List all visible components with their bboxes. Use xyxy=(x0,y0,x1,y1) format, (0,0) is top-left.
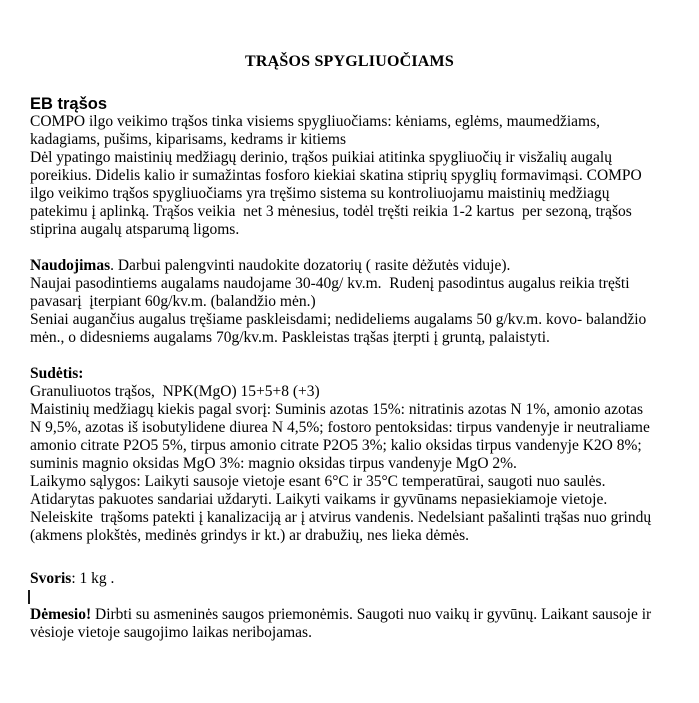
attention-section-heading: Dėmesio! xyxy=(30,606,92,623)
usage-line: pavasarį įterpiant 60g/kv.m. (balandžio mėn.) xyxy=(30,293,316,310)
weight-label: Svoris xyxy=(30,570,72,587)
empty-line-with-cursor xyxy=(0,588,699,606)
composition-line: suminis magnio oksidas MgO 3%: magnio oksidas tirpus vandenyje MgO 2%. xyxy=(30,455,517,472)
usage-lead-line xyxy=(0,257,699,275)
composition-line: Maistinių medžiagų kiekis pagal svorį: Suminis azotas 15%: nitratinis azotas N 1%, amonio azotas xyxy=(30,401,643,418)
usage-line: mėn., o didesniems augalams 70g/kv.m. Paskleistas trąšas įterpti į gruntą, palaistyti. xyxy=(30,329,550,346)
blank-line xyxy=(0,239,699,257)
intro-line: Dėl ypatingo maistinių medžiagų derinio, trąšos puikiai atitinka spygliuočių ir visžalių augalų xyxy=(30,149,612,166)
composition-line: amonio citrate P2O5 5%, tirpus amonio citrate P2O5 3%; kalio oksidas tirpus vandenyje K2O 8%; xyxy=(30,437,642,454)
attention-line: vėsioje vietoje saugojimo laikas neribojamas. xyxy=(30,624,312,641)
blank-line xyxy=(0,347,699,365)
composition-line: N 9,5%, azotas iš isobutylidene diurea N 4,5%; fostoro pentoksidas: tirpus vandenyje ir neutraliame xyxy=(30,419,650,436)
composition-section-heading: Sudėtis: xyxy=(30,365,84,382)
intro-line: poreikius. Didelis kalio ir sumažintas fosforo kiekiai skatina stiprių spyglių formavimąsi. COMPO xyxy=(30,167,642,184)
weight-value: : 1 kg . xyxy=(71,570,115,587)
attention-lead-line xyxy=(0,606,699,624)
blank-line xyxy=(0,545,699,570)
composition-line: Atidarytas pakuotes sandariai uždaryti. Laikyti vaikams ir gyvūnams nepasiekiamoje vietoje. xyxy=(30,491,608,508)
intro-line: patekimu į aplinką. Trąšos veikia net 3 mėnesius, todėl tręšti reikia 1-2 kartus per sezoną, trąšos xyxy=(30,203,632,220)
intro-line: kadagiams, pušims, kiparisams, kedrams ir kitiems xyxy=(30,131,346,148)
composition-line: Laikymo sąlygos: Laikyti sausoje vietoje esant 6°C ir 35°C temperatūrai, saugoti nuo saulės. xyxy=(30,473,606,490)
document-title: TRĄŠOS SPYGLIUOČIAMS xyxy=(245,53,454,70)
usage-line: Naujai pasodintiems augalams naudojame 30-40g/ kv.m. Rudenį pasodintus augalus reikia tręšti xyxy=(30,275,630,292)
intro-line: ilgo veikimo trąšos spygliuočiams yra tręšimo sistema su kontroliuojamu maistinių medžiagų xyxy=(30,185,610,202)
composition-line: Neleiskite trąšoms patekti į kanalizaciją ar į atvirus vandenis. Nedelsiant pašalinti trąšas nuo grindų xyxy=(30,509,652,526)
weight-line xyxy=(0,570,699,588)
composition-line: (akmens plokštės, medinės grindys ir kt.) ar drabužių, nes lieka dėmės. xyxy=(30,527,470,544)
usage-section-heading: Naudojimas xyxy=(30,257,111,274)
usage-line: Seniai augančius augalus tręšiame paskleisdami; nedideliems augalams 50 g/kv.m. kovo- balandžio xyxy=(30,311,647,328)
intro-line: stiprina augalų atsparumą ligoms. xyxy=(30,221,240,238)
text-cursor xyxy=(28,590,30,604)
attention-lead-text: Dirbti su asmeninės saugos priemonėmis. Saugoti nuo vaikų ir gyvūnų. Laikant sausoje ir xyxy=(91,606,652,623)
usage-lead-text: . Darbui palengvinti naudokite dozatorių ( rasite dėžutės viduje). xyxy=(110,257,511,274)
intro-line: COMPO ilgo veikimo trąšos tinka visiems spygliuočiams: kėniams, eglėms, maumedžiams, xyxy=(30,113,600,130)
composition-line: Granuliuotos trąšos, NPK(MgO) 15+5+8 (+3) xyxy=(30,383,320,400)
section-heading-eb-trasos: EB trąšos xyxy=(30,95,108,113)
